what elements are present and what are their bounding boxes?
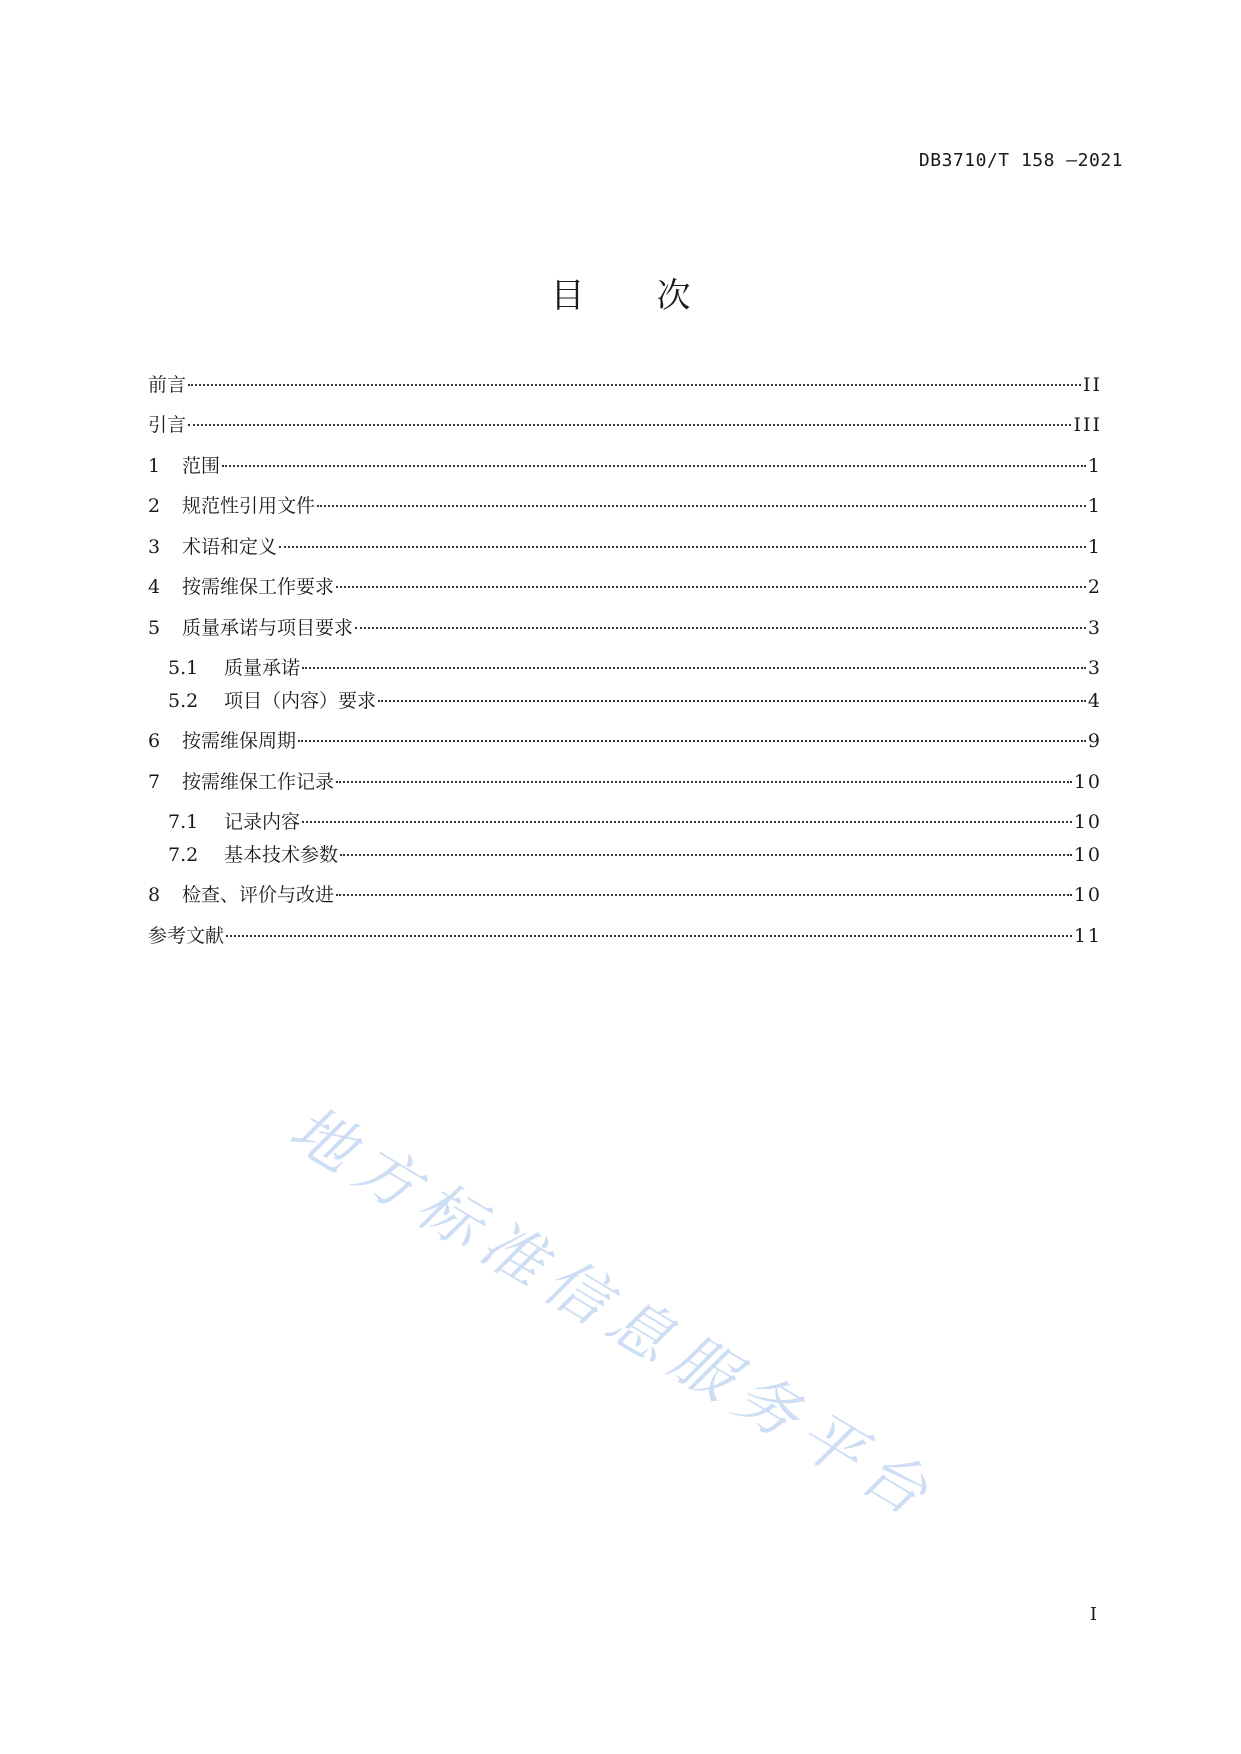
toc-entry-number: 5.2 <box>168 690 199 712</box>
toc-leader-dots <box>336 781 1072 783</box>
toc-leader-dots <box>355 627 1086 629</box>
toc-entry-4[interactable] <box>148 573 1102 601</box>
toc-entry-label: 引言 <box>148 414 187 436</box>
toc-entry-6[interactable] <box>148 727 1102 755</box>
toc-entry-page: 9 <box>1087 730 1102 752</box>
toc-entry-3[interactable] <box>148 533 1102 561</box>
toc-entry-label: 记录内容 <box>224 811 301 833</box>
toc-entry-label: 质量承诺 <box>224 657 301 679</box>
toc-entry-page: 1 <box>1087 536 1102 558</box>
toc-entry-page: 1 <box>1087 495 1102 517</box>
toc-entry-label: 质量承诺与项目要求 <box>182 617 354 639</box>
toc-entry-number: 7.1 <box>168 811 199 833</box>
toc-entry-foreword[interactable] <box>148 371 1102 399</box>
toc-entry-number: 4 <box>148 576 161 598</box>
toc-leader-dots <box>279 546 1086 548</box>
toc-entry-page: 1 <box>1087 455 1102 477</box>
toc-entry-7-1[interactable] <box>168 808 1102 836</box>
toc-entry-introduction[interactable] <box>148 411 1102 439</box>
toc-entry-label: 术语和定义 <box>182 536 278 558</box>
toc-entry-page: 4 <box>1087 690 1102 712</box>
toc-title-char-2: 次 <box>656 276 691 316</box>
toc-title <box>0 268 1241 317</box>
toc-entry-number: 1 <box>148 455 161 477</box>
toc-entry-1[interactable] <box>148 452 1102 480</box>
toc-entry-label: 检查、评价与改进 <box>182 884 335 906</box>
toc-entry-page: 3 <box>1087 617 1102 639</box>
toc-entry-label: 范围 <box>182 455 221 477</box>
toc-entry-page: 2 <box>1087 576 1102 598</box>
toc-entry-number: 7 <box>148 771 161 793</box>
toc-entry-number: 2 <box>148 495 161 517</box>
toc-entry-bibliography[interactable] <box>148 922 1102 950</box>
toc-entry-page: 3 <box>1087 657 1102 679</box>
toc-entry-2[interactable] <box>148 492 1102 520</box>
toc-entry-page: 10 <box>1073 884 1102 906</box>
watermark-text: 地方标准信息服务平台 <box>277 1091 950 1535</box>
toc-leader-dots <box>317 505 1086 507</box>
toc-leader-dots <box>226 935 1072 937</box>
toc-leader-dots <box>298 740 1086 742</box>
toc-title-char-1: 目 <box>550 276 585 316</box>
toc-entry-page: 10 <box>1073 811 1102 833</box>
toc-leader-dots <box>188 384 1081 386</box>
document-code: DB3710/T 158 —2021 <box>918 150 1123 171</box>
toc-entry-page: 11 <box>1073 925 1102 947</box>
toc-entry-7-2[interactable] <box>168 841 1102 869</box>
toc-entry-label: 基本技术参数 <box>224 844 339 866</box>
toc-leader-dots <box>336 894 1072 896</box>
toc-entry-label: 按需维保周期 <box>182 730 297 752</box>
toc-entry-page: III <box>1073 414 1102 436</box>
toc-entry-label: 按需维保工作记录 <box>182 771 335 793</box>
toc-entry-label: 前言 <box>148 374 187 396</box>
toc-entry-number: 6 <box>148 730 161 752</box>
toc-entry-label: 项目（内容）要求 <box>224 690 377 712</box>
toc-entry-label: 规范性引用文件 <box>182 495 316 517</box>
toc-entry-label: 按需维保工作要求 <box>182 576 335 598</box>
page-number: I <box>1089 1604 1097 1625</box>
toc-entry-label: 参考文献 <box>148 925 225 947</box>
toc-entry-number: 5.1 <box>168 657 199 679</box>
toc-entry-number: 3 <box>148 536 161 558</box>
toc-entry-page: II <box>1082 374 1102 396</box>
toc-entry-number: 5 <box>148 617 161 639</box>
toc-entry-5[interactable] <box>148 614 1102 642</box>
toc-entry-5-2[interactable] <box>168 687 1102 715</box>
toc-entry-page: 10 <box>1073 844 1102 866</box>
toc-entry-number: 7.2 <box>168 844 199 866</box>
toc-leader-dots <box>302 821 1072 823</box>
toc-leader-dots <box>188 424 1071 426</box>
toc-entry-5-1[interactable] <box>168 654 1102 682</box>
toc-leader-dots <box>302 667 1086 669</box>
toc-leader-dots <box>378 700 1086 702</box>
toc-entry-8[interactable] <box>148 881 1102 909</box>
toc-entry-7[interactable] <box>148 768 1102 796</box>
toc-leader-dots <box>336 586 1086 588</box>
toc-entry-number: 8 <box>148 884 161 906</box>
toc-leader-dots <box>222 465 1086 467</box>
toc-entry-page: 10 <box>1073 771 1102 793</box>
toc-leader-dots <box>340 854 1072 856</box>
